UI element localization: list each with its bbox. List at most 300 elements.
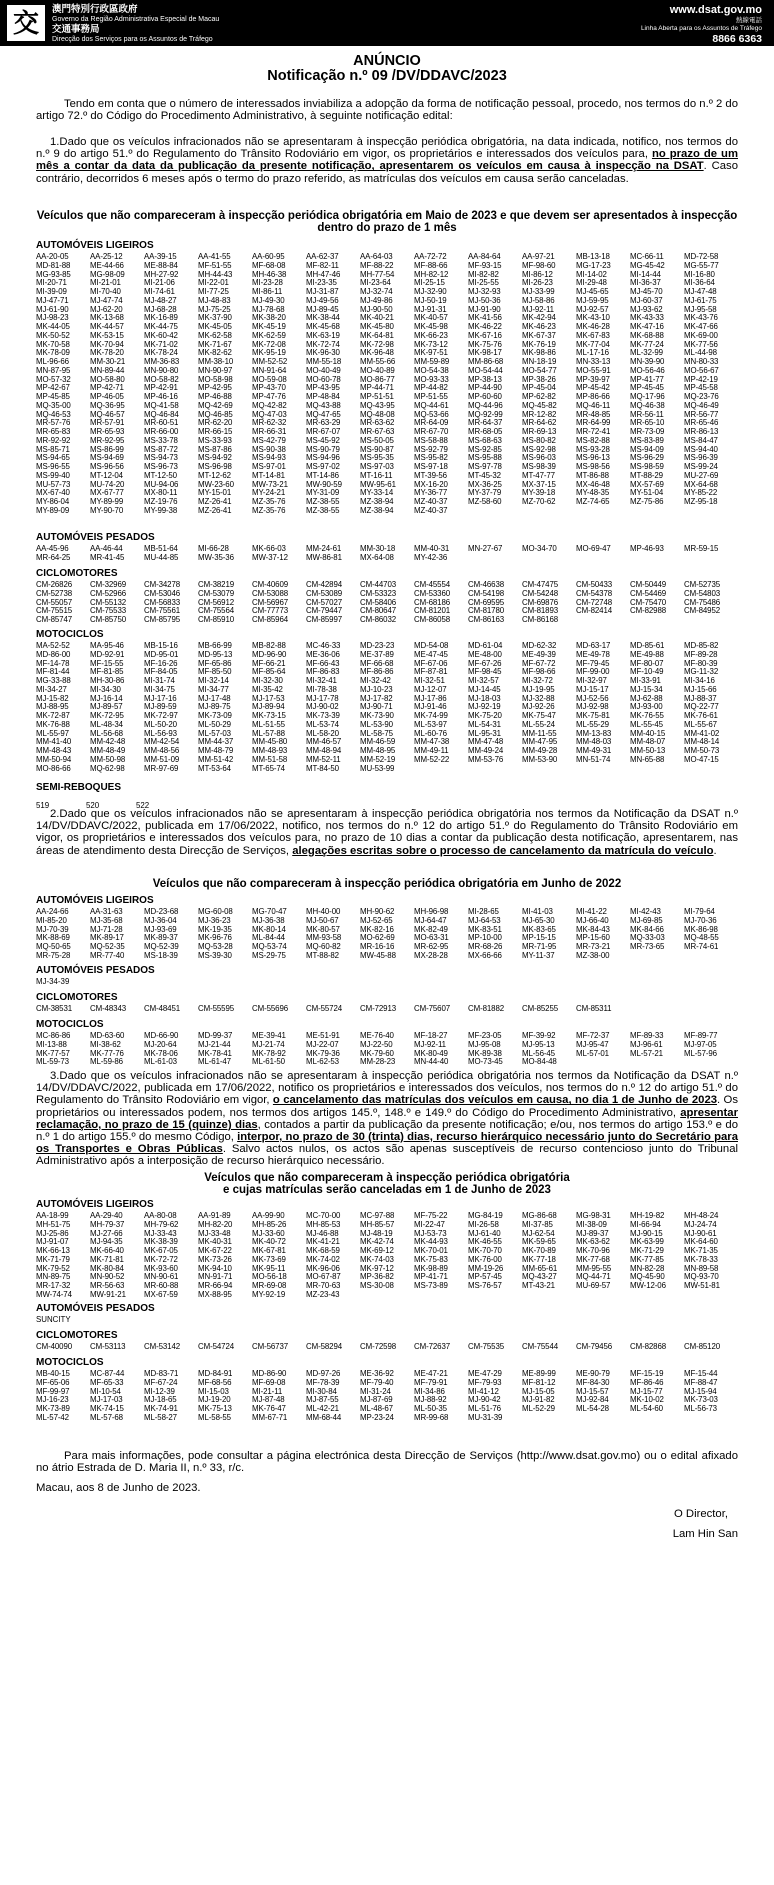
plate-number: MI-22-01	[198, 279, 229, 288]
plate-number: ML-52-29	[522, 1405, 555, 1413]
plate-number: MZ-38-00	[576, 951, 610, 960]
plate-number: MK-41-56	[468, 314, 502, 323]
plate-number: MQ-50-65	[36, 943, 71, 951]
plate-number: CM-40090	[36, 1343, 73, 1351]
plate-number: MR-71-95	[522, 943, 557, 951]
plate-number: MO-58-82	[144, 375, 179, 384]
plate-number: MM-41-02	[684, 729, 720, 738]
plate-number: ML-57-96	[684, 1049, 717, 1058]
plate-number: MK-66-23	[414, 331, 448, 340]
plate-number: MI-86-12	[522, 270, 553, 279]
plate-number: MF-66-21	[252, 659, 286, 668]
plate-number: MJ-18-03	[468, 694, 501, 703]
plate-number: CM-52738	[36, 589, 73, 598]
plate-number: MK-70-01	[414, 1247, 448, 1255]
plate-number: MR-70-63	[306, 1282, 341, 1290]
plate-number: MS-73-89	[414, 1282, 448, 1290]
plate-number: MR-75-28	[36, 951, 71, 960]
plate-number: CM-79456	[576, 1343, 613, 1351]
s3-cat-ligeiros: AUTOMÓVEIS LIGEIROS	[36, 1199, 154, 1210]
plate-number: MK-72-87	[36, 712, 70, 720]
plate-number: MY-36-77	[414, 489, 448, 498]
plate-number: MM-24-61	[306, 545, 342, 553]
plate-number: MF-98-45	[468, 668, 502, 677]
plate-number: MK-80-49	[414, 1049, 448, 1058]
plate-number: MM-30-18	[360, 545, 396, 553]
plate-number: MJ-47-48	[684, 288, 717, 296]
p2-emphasis: alegações escritas sobre o processo de cancelamento da matrícula do veículo	[292, 844, 714, 857]
plate-number: CM-82988	[630, 607, 667, 616]
plate-number: MN-80-33	[684, 358, 719, 366]
plate-number: MG-11-32	[684, 668, 719, 677]
plate-number: ME-49-39	[522, 650, 556, 659]
plate-number: MM-48-14	[684, 738, 720, 747]
contact-block	[641, 4, 762, 46]
plate-number: ME-88-84	[144, 261, 178, 270]
plate-number: MA-52-52	[36, 642, 70, 650]
plate-number: MR-16-16	[360, 943, 395, 951]
plate-number: MT-88-29	[630, 471, 663, 480]
plate-number: ML-61-47	[198, 1058, 231, 1067]
plate-number: MR-64-37	[468, 419, 503, 428]
plate-number: CM-54469	[630, 589, 667, 598]
p1-text-end: . Caso contrário, decorridos 6 meses após o termo do prazo referido, as matrículas dos veículos em causa serão canceladas.	[36, 160, 738, 185]
plate-number: MP-46-16	[144, 393, 178, 401]
plate-number: MX-66-66	[468, 951, 502, 960]
plate-number: MK-46-55	[468, 1238, 502, 1247]
plate-number: MF-82-11	[306, 261, 339, 270]
plate-number: MJ-92-11	[414, 1040, 446, 1049]
plate-number: MF-79-91	[414, 1378, 448, 1387]
plate-number: MM-86-68	[468, 358, 504, 366]
p3-emphasis-2: apresentar reclamação, no prazo de 15 (quinze) dias	[36, 1106, 738, 1131]
plate-number: MI-23-35	[306, 279, 337, 288]
plate-number: MF-84-30	[576, 1378, 610, 1387]
org-pt: Governo da Região Administrativa Especial de Macau	[52, 16, 220, 23]
plate-number: MI-86-11	[252, 288, 283, 296]
plate-number: ML-84-44	[252, 934, 285, 943]
plate-number: MK-60-42	[144, 331, 178, 340]
plate-number: MP-44-71	[360, 384, 394, 393]
plate-number: MK-89-17	[90, 934, 124, 943]
plate-number: MR-64-99	[576, 419, 611, 428]
plate-number: MJ-48-27	[144, 296, 177, 305]
plate-number: MG-98-09	[90, 270, 125, 279]
plate-number: MK-71-79	[36, 1255, 70, 1264]
plate-number: MK-74-99	[414, 712, 448, 720]
plate-number: 519	[36, 801, 50, 810]
plate-number: MJ-59-95	[576, 296, 609, 305]
plate-number: AA-80-08	[144, 1212, 177, 1220]
plate-number: ML-44-98	[684, 349, 717, 358]
s2-pesados-list	[36, 978, 738, 987]
plate-number: MW-91-21	[90, 1290, 126, 1299]
plate-number: MM-51-09	[144, 755, 180, 764]
plate-number: MK-78-92	[252, 1049, 286, 1058]
plate-number: MJ-33-48	[198, 1229, 231, 1238]
plate-number: MI-79-64	[684, 908, 715, 916]
plate-number: MW-37-12	[252, 553, 288, 562]
plate-number: MS-82-88	[576, 436, 610, 445]
plate-number: ML-62-53	[306, 1058, 339, 1067]
plate-number: MM-51-42	[198, 755, 234, 764]
plate-number: MS-94-09	[630, 445, 664, 454]
plate-number: MJ-50-67	[306, 916, 339, 925]
plate-number: MR-62-32	[252, 419, 287, 428]
plate-number: MJ-48-83	[198, 296, 231, 305]
plate-number: MI-32-57	[468, 677, 499, 685]
plate-number: MB-66-99	[198, 642, 232, 650]
plate-number: MF-78-39	[306, 1378, 340, 1387]
plate-number: MU-69-57	[576, 1282, 611, 1290]
plate-number: MM-68-44	[306, 1413, 342, 1422]
section3-title	[36, 1172, 738, 1197]
plate-number: MI-32-14	[198, 677, 229, 685]
plate-number: MK-47-16	[630, 323, 664, 331]
plate-number: MK-97-51	[414, 349, 448, 358]
plate-number: MP-62-82	[522, 393, 556, 401]
plate-number: MK-82-62	[198, 349, 232, 358]
plate-number: CM-85120	[684, 1343, 721, 1351]
plate-number: MY-11-37	[522, 951, 555, 960]
plate-number: MK-72-95	[90, 712, 124, 720]
plate-number: MP-38-26	[522, 375, 556, 384]
paragraph-2	[36, 808, 738, 857]
plate-number: MJ-53-73	[414, 1229, 447, 1238]
plate-number: MJ-45-65	[576, 288, 609, 296]
plate-number: MD-62-32	[522, 642, 557, 650]
plate-number: MJ-33-43	[144, 1229, 177, 1238]
plate-number: MF-16-26	[144, 659, 178, 668]
plate-number: MQ-47-65	[306, 410, 341, 419]
plate-number: MK-62-58	[198, 331, 232, 340]
plate-number: ML-55-45	[630, 720, 663, 729]
plate-number: MY-85-22	[684, 489, 718, 498]
plate-number: CM-85910	[198, 616, 235, 624]
plate-number: MK-88-69	[36, 934, 70, 943]
plate-number: MI-34-75	[144, 685, 175, 694]
s1-cat-ligeiros: AUTOMÓVEIS LIGEIROS	[36, 240, 154, 251]
plate-number: CM-55595	[198, 1005, 235, 1013]
plate-number: MN-87-95	[36, 366, 71, 375]
plate-number: MZ-38-55	[306, 506, 340, 515]
plate-number: MR-73-65	[630, 943, 665, 951]
plate-number: MN-44-40	[414, 1058, 449, 1067]
plate-number: CM-45554	[414, 581, 451, 589]
plate-number: MD-61-04	[468, 642, 503, 650]
plate-number: MI-82-82	[468, 270, 499, 279]
signature-name: Lam Hin San	[672, 1528, 738, 1540]
plate-number: MU-44-85	[144, 553, 179, 562]
plate-number: MJ-17-03	[90, 1396, 123, 1405]
plate-number: MQ-46-11	[576, 401, 611, 410]
plate-number: MP-47-76	[252, 393, 286, 401]
plate-number: MN-90-80	[144, 366, 179, 375]
plate-number: MF-39-92	[522, 1032, 556, 1040]
plate-number: MK-42-74	[360, 1238, 394, 1247]
plate-number: MS-84-47	[684, 436, 718, 445]
plate-number: MR-64-62	[522, 419, 557, 428]
plate-number: MX-67-40	[36, 489, 70, 498]
plate-number: MK-42-94	[522, 314, 556, 323]
plate-number: MR-69-08	[252, 1282, 287, 1290]
plate-number: MJ-58-86	[522, 296, 555, 305]
plate-number: MH-51-75	[36, 1220, 71, 1229]
plate-number: MJ-15-57	[576, 1387, 609, 1396]
s3-ciclo-list	[36, 1343, 738, 1352]
plate-number: MK-77-85	[630, 1255, 664, 1264]
plate-number: MT-14-81	[252, 471, 285, 480]
plate-number: MB-40-15	[36, 1370, 70, 1378]
plate-number: MH-79-37	[90, 1220, 125, 1229]
plate-number: MZ-35-76	[252, 506, 286, 515]
plate-number: MR-92-95	[90, 436, 125, 445]
plate-number: MP-45-45	[630, 384, 664, 393]
plate-number: MK-83-65	[522, 925, 556, 934]
plate-number: SUNCITY	[36, 1315, 71, 1324]
plate-number: MN-91-71	[198, 1273, 233, 1282]
plate-number: CM-55057	[36, 598, 73, 607]
plate-number: MS-95-88	[468, 454, 502, 463]
plate-number: MS-94-92	[198, 454, 232, 463]
plate-number: MM-52-19	[360, 755, 396, 764]
plate-number: MD-92-91	[90, 650, 125, 659]
plate-number: CM-44703	[360, 581, 397, 589]
plate-number: MO-86-77	[360, 375, 395, 384]
plate-number: MG-17-23	[576, 261, 611, 270]
plate-number: MS-50-05	[360, 436, 394, 445]
plate-number: MI-31-24	[360, 1387, 391, 1396]
plate-number: MS-98-56	[576, 463, 610, 471]
plate-number: MK-69-00	[684, 331, 718, 340]
plate-number: MQ-23-76	[684, 393, 719, 401]
plate-number: ML-56-93	[144, 729, 177, 738]
plate-number: MI-22-47	[414, 1220, 445, 1229]
plate-number: MY-89-99	[90, 498, 124, 506]
plate-number: MD-85-82	[684, 642, 719, 650]
plate-number: MQ-42-82	[252, 401, 287, 410]
plate-number: MK-76-55	[630, 712, 664, 720]
plate-number: MI-78-38	[306, 685, 337, 694]
plate-number: CM-34278	[144, 581, 181, 589]
plate-number: MG-93-85	[36, 270, 71, 279]
plate-number: ME-76-40	[360, 1032, 394, 1040]
plate-number: MM-59-89	[414, 358, 450, 366]
plate-number: MM-40-15	[630, 729, 666, 738]
plate-number: MF-65-06	[36, 1378, 70, 1387]
plate-number: MJ-18-65	[144, 1396, 177, 1405]
plate-number: MM-48-07	[630, 738, 666, 747]
plate-number: CM-86168	[522, 616, 559, 624]
plate-number: MK-96-76	[198, 934, 232, 943]
plate-number: MM-52-11	[306, 755, 341, 764]
plate-number: MF-67-72	[522, 659, 556, 668]
plate-number: MS-45-92	[306, 436, 340, 445]
plate-number: MS-99-40	[36, 471, 70, 480]
plate-number: MP-38-13	[468, 375, 502, 384]
plate-number: MM-36-83	[144, 358, 180, 366]
plate-number: MP-57-45	[468, 1273, 502, 1282]
plate-number: MD-54-08	[414, 642, 449, 650]
plate-number: CM-72637	[414, 1343, 451, 1351]
s3-cat-pesados: AUTOMÓVEIS PESADOS	[36, 1303, 155, 1314]
plate-number: MK-75-81	[576, 712, 610, 720]
plate-number: MK-40-31	[198, 1238, 232, 1247]
plate-number: MO-40-89	[360, 366, 395, 375]
plate-number: MQ-62-98	[90, 764, 125, 773]
plate-number: MJ-64-53	[468, 916, 501, 925]
plate-number: MJ-91-07	[36, 1238, 69, 1247]
plate-number: MK-69-12	[360, 1247, 394, 1255]
plate-number: MJ-61-90	[36, 305, 69, 314]
plate-number: MK-76-00	[468, 1255, 502, 1264]
plate-number: MG-70-47	[252, 908, 287, 916]
plate-number: MP-46-93	[630, 545, 664, 553]
plate-number: ME-48-00	[468, 650, 502, 659]
s1-moto-list	[36, 642, 738, 773]
plate-number: MI-12-39	[144, 1387, 175, 1396]
plate-number: MJ-50-36	[468, 296, 501, 305]
plate-number: MM-41-40	[36, 738, 72, 747]
plate-number: MS-83-89	[630, 436, 664, 445]
plate-number: MM-19-26	[468, 1264, 504, 1273]
plate-number: MP-41-71	[414, 1273, 448, 1282]
plate-number: MK-82-49	[414, 925, 448, 934]
plate-number: MS-58-88	[414, 436, 448, 445]
plate-number: MF-79-93	[468, 1378, 502, 1387]
plate-number: MQ-46-38	[630, 401, 665, 410]
plate-number: MM-95-55	[576, 1264, 612, 1273]
plate-number: MU-94-06	[144, 480, 179, 489]
plate-number: CM-48343	[90, 1005, 127, 1013]
plate-number: ML-57-68	[90, 1413, 123, 1422]
plate-number: MH-27-92	[144, 270, 179, 279]
plate-number: MT-16-11	[360, 471, 393, 480]
plate-number: ML-61-50	[252, 1058, 285, 1067]
s2-cat-ciclo: CICLOMOTORES	[36, 992, 118, 1003]
org-zh: 澳門特別行政區政府	[52, 4, 138, 15]
section2-title: Veículos que não compareceram à inspecção periódica obrigatória em Junho de 2022	[152, 878, 622, 890]
plate-number: MF-18-27	[414, 1032, 448, 1040]
plate-number: MD-95-13	[198, 650, 233, 659]
plate-number: MJ-70-36	[684, 916, 717, 925]
plate-number: MC-97-88	[360, 1212, 395, 1220]
plate-number: 520	[86, 801, 100, 810]
s2-moto-list	[36, 1032, 738, 1067]
plate-number: CM-75470	[630, 598, 667, 607]
plate-number: MF-65-86	[198, 659, 232, 668]
plate-number: MJ-35-68	[90, 916, 123, 925]
plate-number: MO-56-46	[630, 366, 665, 375]
plate-number: CM-72598	[360, 1343, 397, 1351]
plate-number: MJ-15-05	[522, 1387, 555, 1396]
plate-number: MH-30-86	[90, 677, 125, 685]
plate-number: MQ-36-95	[90, 401, 125, 410]
plate-number: CM-53142	[144, 1343, 181, 1351]
s3-cat-moto: MOTOCICLOS	[36, 1357, 104, 1368]
plate-number: MC-70-00	[306, 1212, 341, 1220]
plate-number: MS-18-39	[144, 951, 178, 960]
plate-number: MM-51-58	[252, 755, 288, 764]
plate-number: MS-85-71	[36, 445, 70, 454]
plate-number: MJ-89-45	[306, 305, 339, 314]
plate-number: MJ-92-98	[576, 703, 609, 712]
plate-number: MF-81-44	[36, 668, 70, 677]
plate-number: MP-42-95	[198, 384, 232, 393]
plate-number: MJ-89-37	[576, 1229, 609, 1238]
plate-number: MI-32-42	[360, 677, 391, 685]
plate-number: CM-56737	[252, 1343, 289, 1351]
plate-number: MJ-91-31	[414, 305, 447, 314]
plate-number: MK-47-66	[684, 323, 718, 331]
plate-number: MQ-46-53	[36, 410, 71, 419]
plate-number: MT-39-56	[414, 471, 447, 480]
plate-number: MG-45-42	[630, 261, 665, 270]
plate-number: ML-57-01	[576, 1049, 609, 1058]
plate-number: MF-23-05	[468, 1032, 502, 1040]
plate-number: MK-46-22	[468, 323, 502, 331]
p3-text: 3.Dado que os veículos infracionados não se apresentaram à inspecção periódica obrigatória nos termos da Notificação da DSAT n.º 14/DV/DDAVC/2022, publicada em 17/06/2022, notifico os proprietários e interessados dos veículos, nos termos do n.º 12 do artigo 51.º do Regulamento do Trânsito Rodoviário em vigor,	[36, 1070, 738, 1107]
plate-number: MK-89-38	[468, 1049, 502, 1058]
svg-text:交: 交	[12, 9, 40, 39]
plate-number: ML-51-76	[468, 1405, 501, 1413]
plate-number: MK-70-96	[576, 1247, 610, 1255]
plate-number: MK-77-57	[36, 1049, 70, 1058]
plate-number: MK-74-02	[306, 1255, 340, 1264]
plate-number: MK-77-24	[630, 340, 664, 349]
plate-number: MT-43-21	[522, 1282, 555, 1290]
plate-number: MJ-52-56	[576, 694, 609, 703]
plate-number: CM-54198	[468, 589, 505, 598]
plate-number: MO-40-49	[306, 366, 341, 375]
plate-number: ML-55-97	[36, 729, 69, 738]
plate-number: MI-36-37	[630, 279, 661, 288]
plate-number: MR-56-63	[90, 1282, 125, 1290]
org-names	[52, 4, 219, 44]
plate-number: MK-73-90	[360, 712, 394, 720]
plate-number: MR-66-31	[252, 428, 287, 436]
plate-number: CM-58406	[360, 598, 397, 607]
s1-cat-moto: MOTOCICLOS	[36, 629, 104, 640]
plate-number: MJ-21-74	[252, 1040, 285, 1049]
plate-number: AA-46-44	[90, 545, 123, 553]
plate-number: CM-46638	[468, 581, 505, 589]
plate-number: MO-56-18	[252, 1273, 287, 1282]
plate-number: MK-98-86	[522, 349, 556, 358]
plate-number: MD-96-90	[252, 650, 287, 659]
plate-number: MS-96-55	[36, 463, 70, 471]
plate-number: MF-51-55	[198, 261, 232, 270]
plate-number: MJ-62-88	[630, 694, 663, 703]
plate-number: MJ-93-62	[630, 305, 663, 314]
dept-pt: Direcção dos Serviços para os Assuntos de Tráfego	[52, 36, 213, 43]
plate-number: MK-97-12	[360, 1264, 394, 1273]
plate-number: MB-82-88	[252, 642, 286, 650]
plate-number: MH-48-24	[684, 1212, 719, 1220]
plate-number: MF-81-85	[90, 668, 124, 677]
plate-number: MR-57-91	[90, 419, 125, 428]
plate-number: ML-59-86	[90, 1058, 123, 1067]
plate-number: MJ-95-47	[576, 1040, 609, 1049]
plate-number: ML-61-03	[144, 1058, 177, 1067]
plate-number: MK-45-68	[306, 323, 340, 331]
p3-emphasis-1: o cancelamento das matrículas dos veículos em causa, no dia 1 de Junho de 2023	[272, 1094, 718, 1107]
plate-number: MN-51-74	[576, 755, 611, 764]
p3-text-3: , contados a partir da publicação da presente notificação; e/ou, nos termos do artigo 153.º e do n.º 1 do artigo 155.º do mesmo Código,	[36, 1118, 738, 1144]
plate-number: MF-67-24	[144, 1378, 178, 1387]
plate-number: MI-14-44	[630, 270, 661, 279]
plate-number: MQ-53-66	[414, 410, 449, 419]
